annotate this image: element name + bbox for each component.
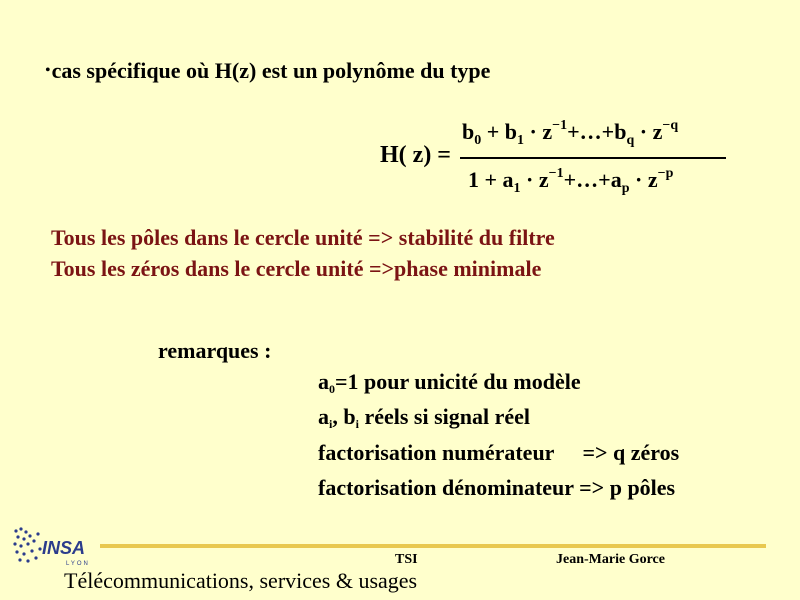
den-dot2: · z [629, 167, 658, 192]
den-one: 1 [468, 167, 479, 192]
intro-line [45, 58, 490, 84]
remark-numerator-factorization [318, 440, 679, 466]
den-a1-sub: 1 [513, 181, 521, 196]
formula-numerator [462, 118, 678, 149]
formula-denominator [468, 166, 673, 197]
logo-text: INSA [42, 538, 86, 558]
footer-subtitle: Télécommunications, services & usages [64, 568, 418, 593]
den-plus: + [479, 167, 503, 192]
num-dot2: · z [634, 119, 663, 144]
formula-lhs: H( z) = [380, 142, 451, 168]
num-dot1: · z [524, 119, 553, 144]
r2-rest: réels si signal réel [358, 404, 531, 429]
den-ap-sub: p [621, 181, 630, 196]
zeros-statement: Tous les zéros dans le cercle unité =>phase minimale [51, 256, 542, 281]
footer-divider [100, 544, 766, 548]
den-ap: a [610, 167, 622, 192]
den-expp: −p [657, 166, 674, 181]
r1-a: a [318, 369, 329, 394]
r2-a: a [318, 404, 329, 429]
den-exp1: −1 [548, 166, 564, 181]
footer-author: Jean-Marie Gorce [556, 552, 665, 567]
r1-sub: 0 [329, 382, 335, 396]
num-bq: b [614, 119, 627, 144]
remark-uniqueness [318, 369, 581, 397]
num-b0-sub: 0 [474, 133, 482, 148]
num-plus: + [481, 119, 505, 144]
r1-rest: =1 pour unicité du modèle [335, 369, 581, 394]
remark-real-coefficients [318, 404, 530, 432]
den-a1: a [502, 167, 514, 192]
poles-statement: Tous les pôles dans le cercle unité => stabilité du filtre [51, 225, 555, 250]
transfer-function-formula [380, 116, 740, 196]
r3-right: => q zéros [582, 440, 680, 465]
fraction-bar [460, 157, 726, 159]
num-b1-sub: 1 [517, 133, 525, 148]
num-exp1: −1 [552, 118, 568, 133]
den-dot1: · z [520, 167, 549, 192]
r2-a-sub: i [329, 417, 333, 431]
insa-logo [12, 525, 96, 569]
num-b0: b [462, 119, 475, 144]
remarks-heading: remarques : [158, 338, 272, 363]
logo-small-text: LYON [66, 561, 90, 567]
r2-mid: , b [332, 404, 356, 429]
num-b1: b [504, 119, 518, 144]
den-ellipsis: +…+ [563, 167, 611, 192]
remark-denominator-factorization [318, 475, 675, 501]
insa-logo-graphic [12, 525, 96, 569]
num-expq: −q [662, 118, 679, 133]
footer-course: TSI [395, 552, 418, 567]
bullet-marker: • [45, 62, 51, 79]
intro-text: cas spécifique où H(z) est un polynôme du type [51, 58, 491, 83]
r4-right: => p pôles [579, 475, 676, 500]
num-bq-sub: q [626, 133, 635, 148]
r4-left: factorisation dénominateur [318, 475, 574, 500]
r2-b-sub: i [355, 417, 359, 431]
num-ellipsis: +…+ [567, 119, 615, 144]
r3-left: factorisation numérateur [318, 440, 555, 465]
